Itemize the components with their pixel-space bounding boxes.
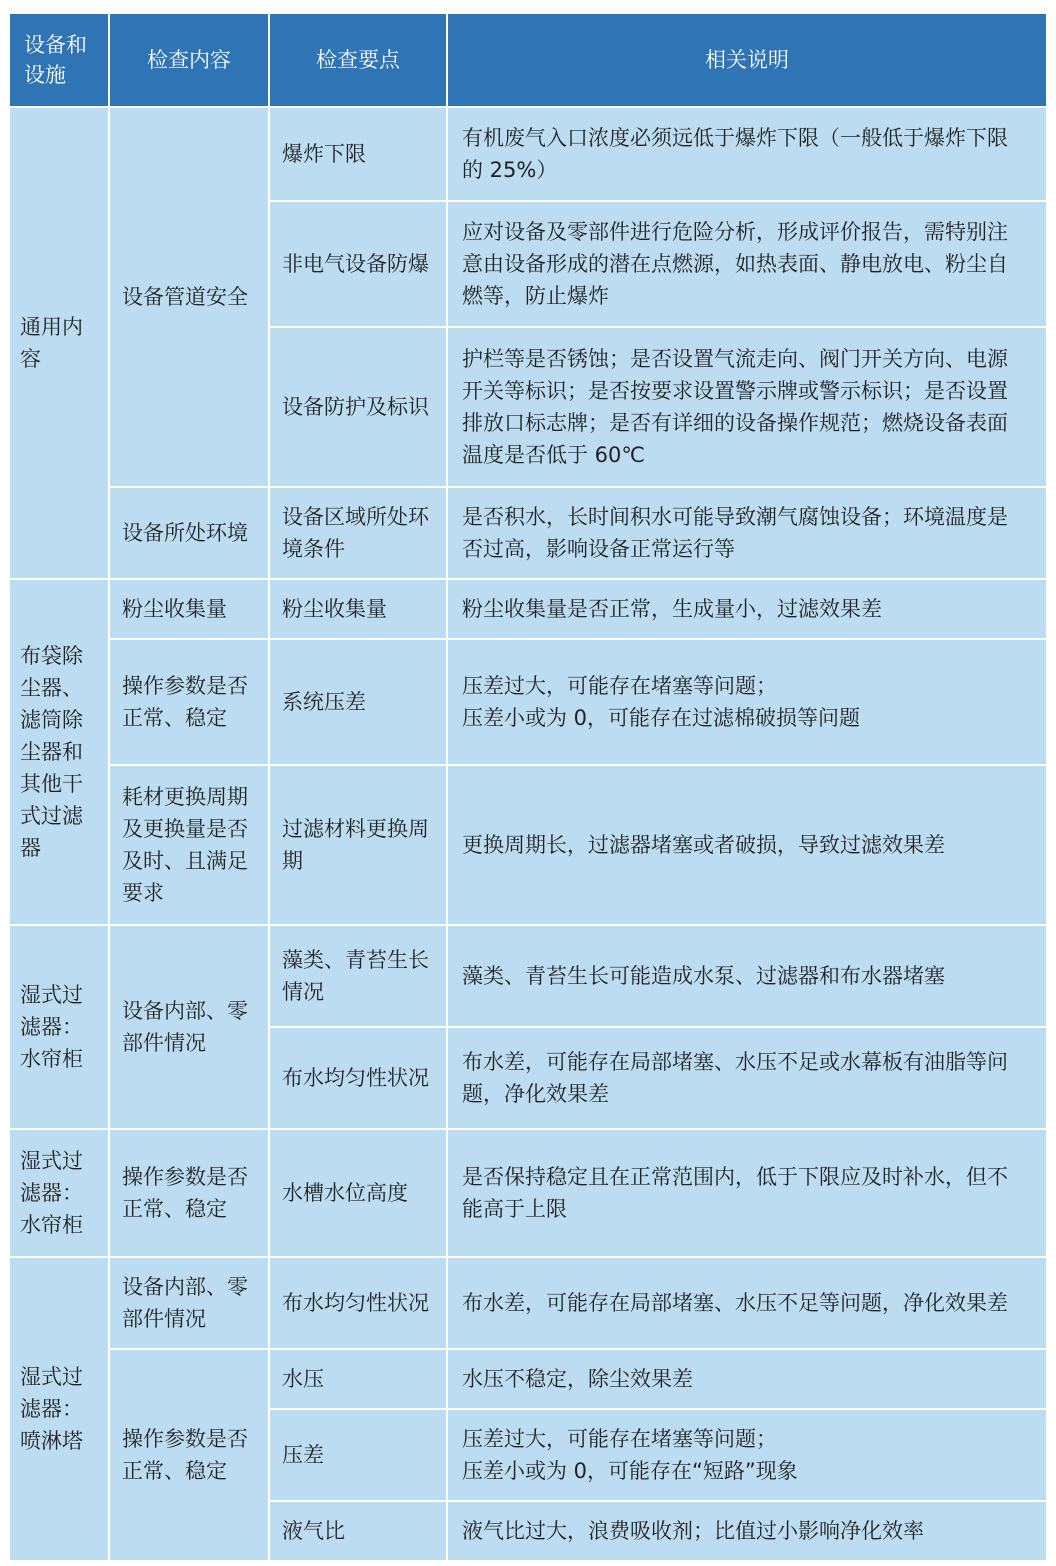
table-row: [9, 579, 1047, 639]
table-row: [9, 107, 1047, 201]
desc-cell: 布水差，可能存在局部堵塞、水压不足等问题，净化效果差: [447, 1257, 1047, 1349]
inspection-table: [8, 12, 1048, 1562]
desc-cell: [447, 1409, 1047, 1501]
desc-cell: 水压不稳定，除尘效果差: [447, 1349, 1047, 1409]
point-cell: 系统压差: [269, 639, 447, 765]
table-row: [9, 639, 1047, 765]
facility-cell: 湿式过滤器：水帘柜: [9, 1129, 109, 1257]
point-cell: 水压: [269, 1349, 447, 1409]
desc-cell: 是否积水，长时间积水可能导致潮气腐蚀设备；环境温度是否过高，影响设备正常运行等: [447, 487, 1047, 579]
header-row: [9, 13, 1047, 107]
point-cell: 压差: [269, 1409, 447, 1501]
content-cell: 操作参数是否正常、稳定: [109, 1349, 269, 1561]
desc-cell: 布水差，可能存在局部堵塞、水压不足或水幕板有油脂等问题，净化效果差: [447, 1027, 1047, 1129]
content-cell: 设备所处环境: [109, 487, 269, 579]
point-cell: 液气比: [269, 1501, 447, 1561]
desc-cell: 液气比过大，浪费吸收剂；比值过小影响净化效率: [447, 1501, 1047, 1561]
table-row: [9, 925, 1047, 1027]
facility-cell: 湿式过滤器：水帘柜: [9, 925, 109, 1129]
desc-line: 压差小或为 0，可能存在“短路”现象: [462, 1459, 798, 1483]
content-cell: 设备管道安全: [109, 107, 269, 487]
desc-cell: 更换周期长，过滤器堵塞或者破损，导致过滤效果差: [447, 765, 1047, 925]
desc-line: 压差过大，可能存在堵塞等问题；: [462, 674, 777, 698]
content-cell: 耗材更换周期及更换量是否及时、且满足要求: [109, 765, 269, 925]
point-cell: 过滤材料更换周期: [269, 765, 447, 925]
content-cell: 粉尘收集量: [109, 579, 269, 639]
content-cell: 设备内部、零部件情况: [109, 1257, 269, 1349]
desc-cell: 粉尘收集量是否正常，生成量小，过滤效果差: [447, 579, 1047, 639]
content-cell: 设备内部、零部件情况: [109, 925, 269, 1129]
point-cell: 粉尘收集量: [269, 579, 447, 639]
point-cell: 爆炸下限: [269, 107, 447, 201]
desc-cell: 有机废气入口浓度必须远低于爆炸下限（一般低于爆炸下限的 25%）: [447, 107, 1047, 201]
point-cell: 布水均匀性状况: [269, 1027, 447, 1129]
desc-cell: 应对设备及零部件进行危险分析，形成评价报告，需特别注意由设备形成的潜在点燃源，如热表面、静电放电、粉尘自燃等，防止爆炸: [447, 201, 1047, 327]
table-row: [9, 1257, 1047, 1349]
desc-cell: 护栏等是否锈蚀；是否设置气流走向、阀门开关方向、电源开关等标识；是否按要求设置警示牌或警示标识；是否设置排放口标志牌；是否有详细的设备操作规范；燃烧设备表面温度是否低于 60℃: [447, 327, 1047, 487]
table-row: [9, 1129, 1047, 1257]
desc-line: 压差小或为 0，可能存在过滤棉破损等问题: [462, 706, 861, 730]
header-point: 检查要点: [269, 13, 447, 107]
content-cell: 操作参数是否正常、稳定: [109, 1129, 269, 1257]
point-cell: 布水均匀性状况: [269, 1257, 447, 1349]
table-row: [9, 1349, 1047, 1409]
facility-cell: 湿式过滤器：喷淋塔: [9, 1257, 109, 1561]
point-cell: 设备防护及标识: [269, 327, 447, 487]
point-cell: 藻类、青苔生长情况: [269, 925, 447, 1027]
header-desc: 相关说明: [447, 13, 1047, 107]
content-cell: 操作参数是否正常、稳定: [109, 639, 269, 765]
table-row: [9, 765, 1047, 925]
table-row: [9, 487, 1047, 579]
facility-cell: 布袋除尘器、滤筒除尘器和其他干式过滤器: [9, 579, 109, 925]
desc-line: 压差过大，可能存在堵塞等问题；: [462, 1427, 777, 1451]
desc-cell: 藻类、青苔生长可能造成水泵、过滤器和布水器堵塞: [447, 925, 1047, 1027]
facility-cell: 通用内容: [9, 107, 109, 579]
header-facility: 设备和设施: [9, 13, 109, 107]
point-cell: 设备区域所处环境条件: [269, 487, 447, 579]
point-cell: 水槽水位高度: [269, 1129, 447, 1257]
desc-cell: [447, 639, 1047, 765]
point-cell: 非电气设备防爆: [269, 201, 447, 327]
desc-cell: 是否保持稳定且在正常范围内，低于下限应及时补水，但不能高于上限: [447, 1129, 1047, 1257]
header-content: 检查内容: [109, 13, 269, 107]
